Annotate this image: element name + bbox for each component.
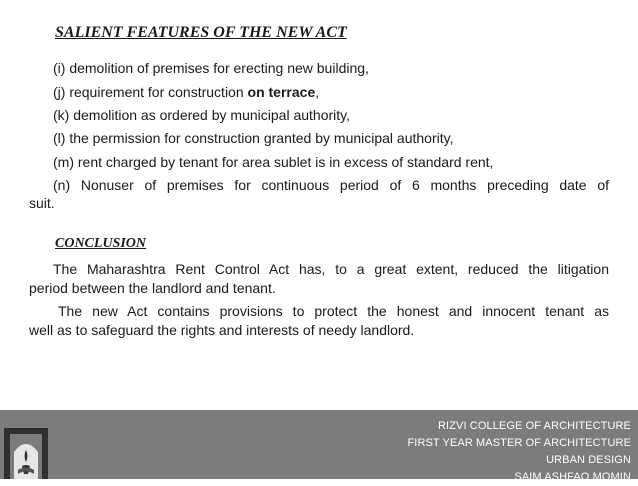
list-item-continuation: suit. — [29, 195, 55, 211]
list-item: (l) the permission for construction granted by municipal authority, — [53, 130, 454, 146]
footer-college: RIZVI COLLEGE OF ARCHITECTURE — [438, 420, 631, 432]
item-j-bold: on terrace — [247, 84, 316, 100]
conclusion-paragraph-continuation: period between the landlord and tenant. — [29, 280, 276, 296]
footer-subject: URBAN DESIGN — [546, 454, 631, 466]
footer-credits — [407, 418, 631, 486]
conclusion-paragraph: The new Act contains provisions to protect the honest and innocent tenant as — [58, 303, 609, 319]
list-item: (n) Nonuser of premises for continuous period of 6 months preceding date of — [53, 177, 609, 193]
list-item — [53, 84, 319, 101]
list-item: (m) rent charged by tenant for area sublet is in excess of standard rent, — [53, 154, 494, 170]
features-heading: SALIENT FEATURES OF THE NEW ACT — [55, 24, 347, 41]
conclusion-paragraph-continuation: well as to safeguard the rights and interests of needy landlord. — [29, 322, 415, 338]
conclusion-heading: CONCLUSION — [55, 236, 147, 251]
item-j-suffix: , — [315, 84, 320, 100]
footer-bar — [0, 410, 638, 483]
list-item: (k) demolition as ordered by municipal authority, — [53, 107, 350, 123]
conclusion-paragraph: The Maharashtra Rent Control Act has, to a great extent, reduced the litigation — [53, 261, 609, 277]
list-item: (i) demolition of premises for erecting new building, — [53, 60, 369, 76]
footer-program: FIRST YEAR MASTER OF ARCHITECTURE — [407, 437, 631, 449]
item-j-prefix: (j) requirement for construction — [53, 84, 248, 100]
college-crest-icon — [2, 422, 56, 479]
footer-author: SAIM ASHFAQ MOMIN — [514, 471, 631, 483]
